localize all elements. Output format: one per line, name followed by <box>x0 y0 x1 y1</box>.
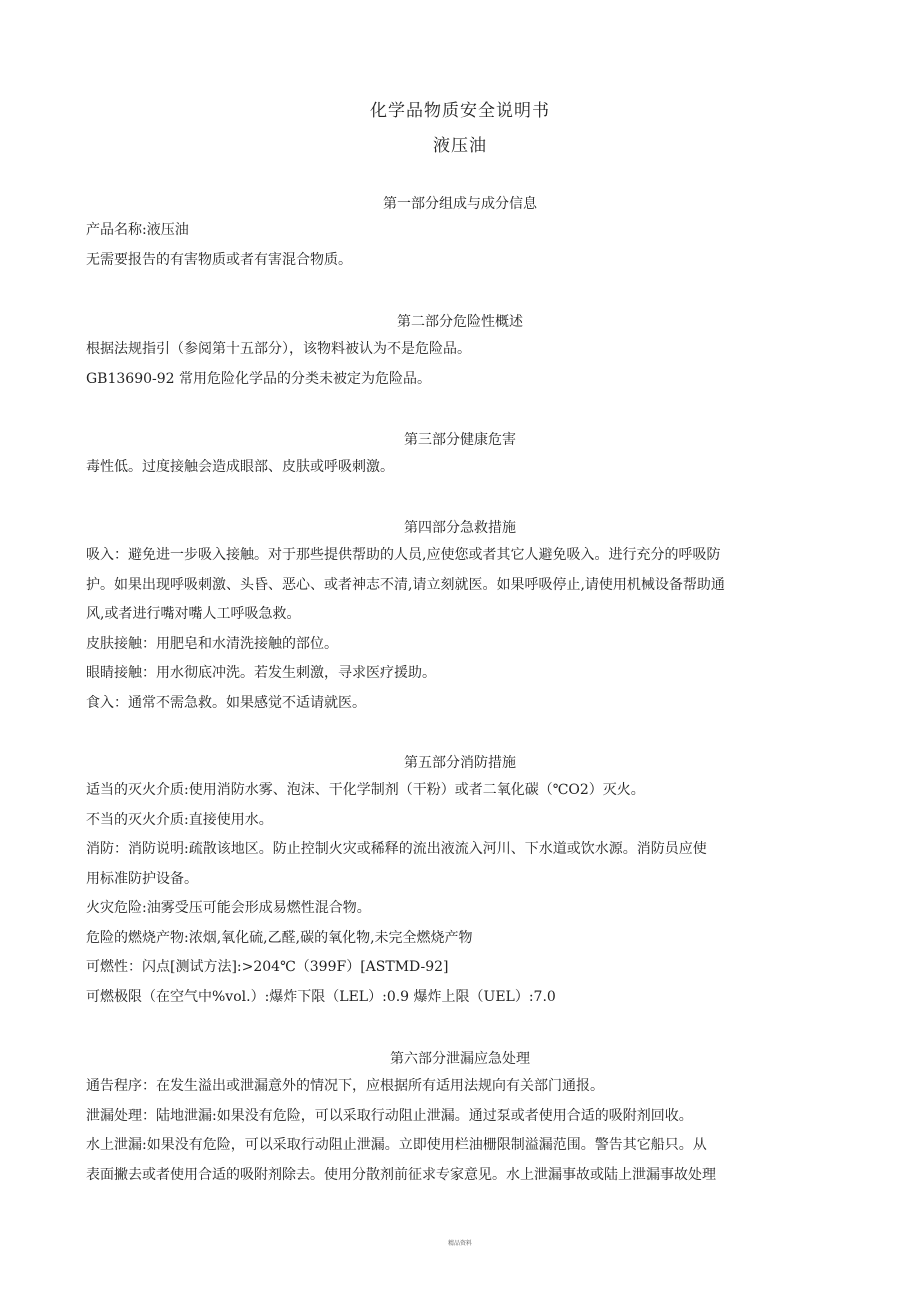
paragraph-line: 适当的灭火介质:使用消防水雾、泡沫、干化学制剂（干粉）或者二氧化碳（℃O2）灭火。 <box>86 782 645 798</box>
paragraph-line: 毒性低。过度接触会造成眼部、皮肤或呼吸刺激。 <box>86 459 394 475</box>
paragraph-line: 泄漏处理：陆地泄漏:如果没有危险，可以采取行动阻止泄漏。通过泵或者使用合适的吸附剂回收。 <box>86 1107 693 1124</box>
paragraph-line: 危险的燃烧产物:浓烟,氧化硫,乙醛,碳的氧化物,未完全燃烧产物 <box>86 929 473 946</box>
paragraph-line: 吸入：避免进一步吸入接触。对于那些提供帮助的人员,应使您或者其它人避免吸入。进行充分的呼吸防 <box>86 547 721 563</box>
paragraph-line: 无需要报告的有害物质或者有害混合物质。 <box>86 251 352 268</box>
paragraph-line: 护。如果出现呼吸刺激、头昏、恶心、或者神志不清,请立刻就医。如果呼吸停止,请使用机械设备帮助通 <box>86 576 725 593</box>
paragraph-line: 食入：通常不需急救。如果感觉不适请就医。 <box>86 694 366 711</box>
section-body-6 <box>86 1072 786 1190</box>
section-heading-3: 第三部分健康危害 <box>404 432 516 448</box>
section-body-3 <box>86 453 786 483</box>
paragraph-line: 可燃性：闪点[测试方法]:>204℃（399F）[ASTMD-92] <box>86 959 449 975</box>
section-heading-1: 第一部分组成与成分信息 <box>383 196 537 212</box>
document-subtitle: 液压油 <box>433 136 487 156</box>
paragraph-line: 不当的灭火介质:直接使用水。 <box>86 811 273 828</box>
paragraph-line: 表面撇去或者使用合适的吸附剂除去。使用分散剂前征求专家意见。水上泄漏事故或陆上泄漏事故处理 <box>86 1166 716 1183</box>
section-body-2 <box>86 335 786 394</box>
section-body-1 <box>86 216 786 275</box>
paragraph-line: 通告程序：在发生溢出或泄漏意外的情况下，应根据所有适用法规向有关部门通报。 <box>86 1078 604 1094</box>
paragraph-line: 消防：消防说明:疏散该地区。防止控制火灾或稀释的流出液流入河川、下水道或饮水源。消防员应使 <box>86 841 707 857</box>
section-heading-5: 第五部分消防措施 <box>404 755 516 771</box>
paragraph-line: 火灾危险:油雾受压可能会形成易燃性混合物。 <box>86 900 371 916</box>
paragraph-line: 用标准防护设备。 <box>86 870 198 887</box>
paragraph-line: 水上泄漏:如果没有危险，可以采取行动阻止泄漏。立即使用栏油栅限制溢漏范围。警告其它船只。从 <box>86 1137 707 1153</box>
section-heading-2: 第二部分危险性概述 <box>397 314 523 330</box>
section-heading-6: 第六部分泄漏应急处理 <box>390 1051 530 1067</box>
paragraph-line: 产品名称:液压油 <box>86 222 189 238</box>
paragraph-line: 皮肤接触：用肥皂和水清洗接触的部位。 <box>86 635 338 652</box>
section-body-5 <box>86 776 786 1012</box>
section-heading-4: 第四部分急救措施 <box>404 520 516 536</box>
section-body-4 <box>86 541 786 718</box>
paragraph-line: GB13690-92 常用危险化学品的分类未被定为危险品。 <box>86 370 432 387</box>
paragraph-line: 根据法规指引（参阅第十五部分），该物料被认为不是危险品。 <box>86 341 471 357</box>
paragraph-line: 可燃极限（在空气中%vol.）:爆炸下限（LEL）:0.9 爆炸上限（UEL）:7.0 <box>86 988 556 1005</box>
page-footer: 精品资料 <box>447 1240 472 1247</box>
paragraph-line: 眼睛接触：用水彻底冲洗。若发生刺激，寻求医疗援助。 <box>86 665 436 681</box>
paragraph-line: 风,或者进行嘴对嘴人工呼吸急救。 <box>86 606 301 622</box>
document-title: 化学品物质安全说明书 <box>370 101 550 121</box>
